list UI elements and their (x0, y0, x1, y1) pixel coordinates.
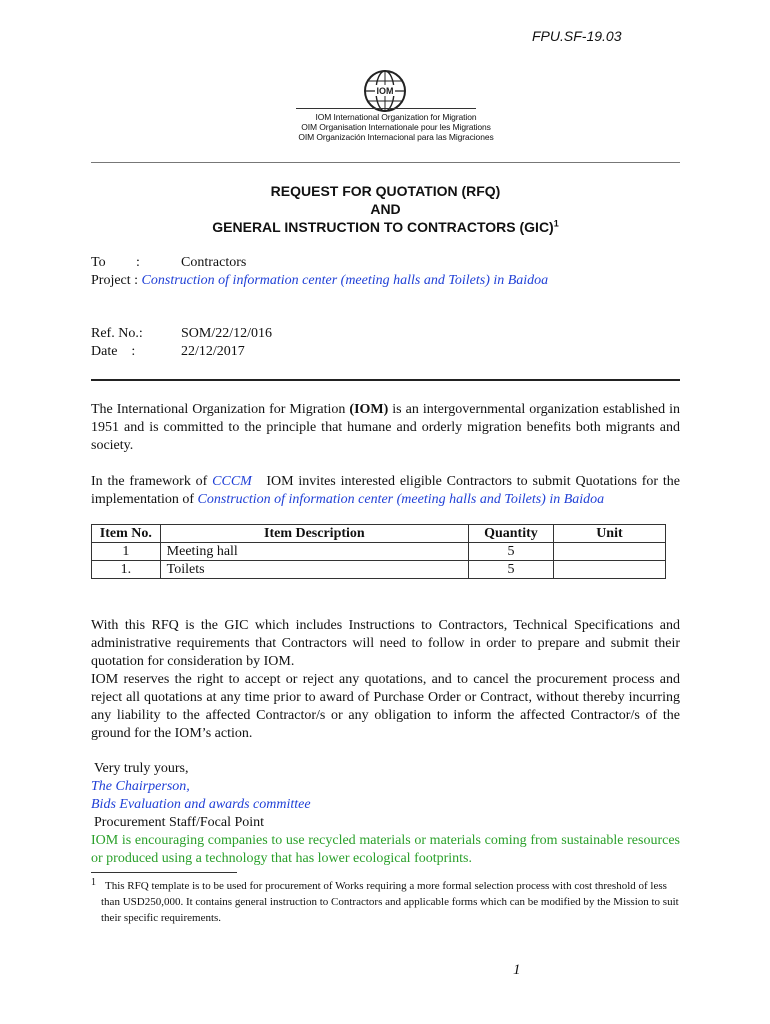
footnote (91, 878, 681, 926)
framework-paragraph (91, 473, 684, 509)
doc-title-line-2: AND (370, 201, 401, 217)
header-divider (91, 162, 680, 163)
cell-unit (553, 543, 665, 561)
cell-unit (553, 561, 665, 579)
intro-iom-bold: (IOM) (349, 402, 389, 417)
col-unit: Unit (553, 525, 665, 543)
framework-text-a: In the framework of (91, 474, 213, 489)
intro-text-c: is an intergovernmental organization established in 1951 and is committed to the principle that humane and orderly migration benefits both migrants and society. (91, 402, 680, 453)
reservation-paragraph: IOM reserves the right to accept or reject any quotations, and to cancel the procurement process and reject all quotations at any time prior to award of Purchase Order or Contract, without thereby incurring any liability to the affected Contractor/s or any obligation to inform the affected Contractor/s of the ground for the IOM’s action. (91, 672, 680, 741)
framework-project: Construction of information center (meeting halls and Toilets) in Baidoa (197, 492, 605, 507)
footnote-divider (91, 872, 237, 873)
col-quantity: Quantity (469, 525, 554, 543)
table-row (92, 561, 666, 579)
footnote-number: 1 (91, 877, 96, 888)
ref-label: Ref. No.: (91, 326, 143, 341)
org-name-en: IOM International Organization for Migration (315, 112, 477, 122)
cell-description: Meeting hall (160, 543, 468, 561)
items-table (91, 524, 666, 579)
doc-title-text: GENERAL INSTRUCTION TO CONTRACTORS (GIC) (212, 219, 554, 235)
page-number: 1 (513, 962, 521, 978)
eco-note: IOM is encouraging companies to use recycled materials or materials coming from sustainable resources or produced using a technology that has lower ecological footprints. (91, 833, 680, 866)
form-code: FPU.SF-19.03 (532, 28, 622, 44)
cell-quantity: 5 (469, 543, 554, 561)
closing-line: Very truly yours, (94, 761, 189, 776)
intro-paragraph (91, 401, 680, 455)
cell-quantity: 5 (469, 561, 554, 579)
org-name-fr: OIM Organisation Internationale pour les Migrations (301, 122, 491, 132)
project-value: Construction of information center (meeting halls and Toilets) in Baidoa (141, 273, 549, 288)
footnote-ref: 1 (553, 218, 559, 229)
doc-title-line-3 (91, 219, 680, 235)
org-name-es: OIM Organización Internacional para las Migraciones (298, 132, 494, 142)
procurement-staff-line: Procurement Staff/Focal Point (94, 815, 265, 830)
framework-text-b: IOM invites interested eligible Contractors to submit Quotations for the implementation of (91, 474, 684, 507)
ref-value: SOM/22/12/016 (181, 326, 273, 341)
committee-line: Bids Evaluation and awards committee (91, 797, 311, 812)
intro-text-a: The International Organization for Migration (91, 402, 350, 417)
gic-paragraph: With this RFQ is the GIC which includes Instructions to Contractors, Technical Specifications and administrative requirements that Contractors will need to follow in order to prepare and submit their quotation for consideration by IOM. (91, 618, 680, 669)
footnote-text: This RFQ template is to be used for procurement of Works requiring a more formal selection process with cost threshold of less than USD250,000. It contains general instruction to Contractors and applicable forms which can be modified by the Mission to suit their specific requirements. (101, 880, 679, 924)
doc-title-line-1: REQUEST FOR QUOTATION (RFQ) (270, 183, 501, 199)
framework-program: CCCM (212, 474, 252, 489)
project-label: Project : (91, 273, 142, 288)
chairperson-line: The Chairperson, (91, 779, 190, 794)
cell-item-no: 1 (92, 543, 161, 561)
logo-divider (296, 108, 476, 109)
col-item-no: Item No. (92, 525, 161, 543)
to-colon: : (136, 255, 140, 270)
date-value: 22/12/2017 (181, 344, 245, 359)
logo-letters: IOM (376, 86, 394, 96)
date-label: Date : (91, 344, 136, 359)
cell-item-no: 1. (92, 561, 161, 579)
to-label: To (91, 255, 106, 270)
table-header-row (92, 525, 666, 543)
section-divider (91, 379, 680, 381)
project-line (91, 273, 548, 289)
to-value: Contractors (181, 255, 247, 270)
table-row (92, 543, 666, 561)
col-item-description: Item Description (160, 525, 468, 543)
cell-description: Toilets (160, 561, 468, 579)
